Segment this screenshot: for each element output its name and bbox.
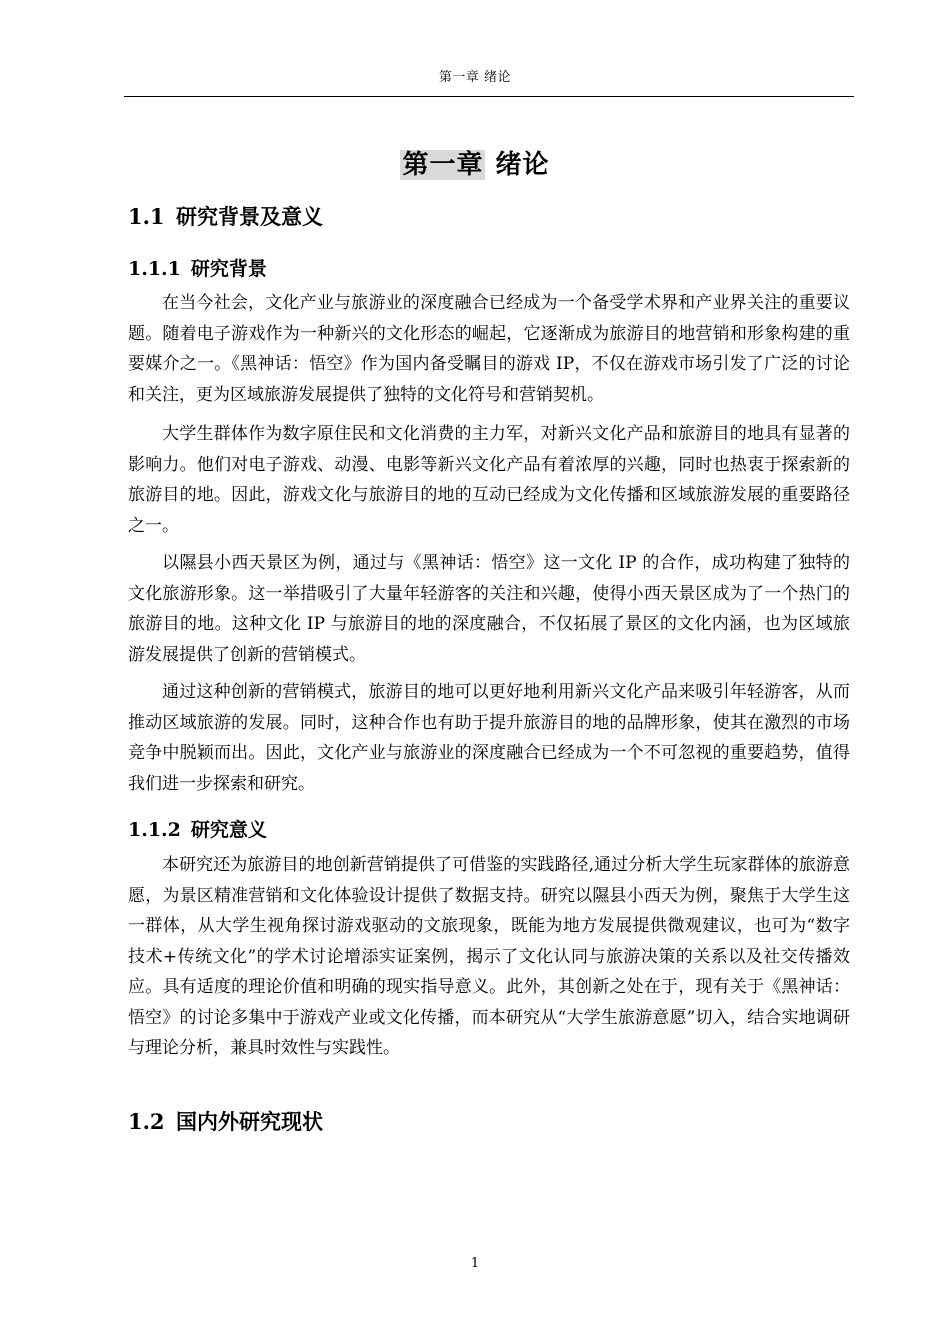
- subsection-title: 研究背景: [190, 258, 267, 280]
- running-header: 第一章 绪论: [438, 70, 512, 85]
- chapter-label: 第一章: [402, 150, 484, 180]
- subsection-heading-1-1-1: [128, 254, 267, 281]
- paragraph: 本研究还为旅游目的地创新营销提供了可借鉴的实践路径,通过分析大学生玩家群体的旅游意愿，为景区精准营销和文化体验设计提供了数据支持。研究以隰县小西天为例，聚焦于大学生这一群体，从大学生视角探讨游戏驱动的文旅现象，既能为地方发展提供微观建议，也可为“数字技术+传统文化”的学术讨论增添实证案例，揭示了文化认同与旅游决策的关系以及社交传播效应。具有适度的理论价值和明确的现实指导意义。此外，其创新之处在于，现有关于《黑神话：悟空》的讨论多集中于游戏产业或文化传播，而本研究从“大学生旅游意愿”切入，结合实地调研与理论分析，兼具时效性与实践性。: [128, 855, 850, 1058]
- paragraph: 在当今社会，文化产业与旅游业的深度融合已经成为一个备受学术界和产业界关注的重要议题。随着电子游戏作为一种新兴的文化形态的崛起，它逐渐成为旅游目的地营销和形象构建的重要媒介之一。《黑神话：悟空》作为国内备受瞩目的游戏 IP，不仅在游戏市场引发了广泛的讨论和关注，更为区域旅游发展提供了独特的文化符号和营销契机。: [128, 293, 850, 405]
- section-heading-1-1: [128, 201, 323, 231]
- paragraph: 以隰县小西天景区为例，通过与《黑神话：悟空》这一文化 IP 的合作，成功构建了独特的文化旅游形象。这一举措吸引了大量年轻游客的关注和兴趣，使得小西天景区成为了一个热门的旅游目的地。这种文化 IP 与旅游目的地的深度融合，不仅拓展了景区的文化内涵，也为区域旅游发展提供了创新的营销模式。: [128, 553, 850, 665]
- subsection-number: 1.1.1: [128, 258, 181, 280]
- section-title: 国内外研究现状: [176, 1109, 323, 1134]
- section-heading-1-2: [128, 1106, 323, 1136]
- chapter-title: [0, 144, 950, 181]
- subsection-heading-1-1-2: [128, 815, 267, 842]
- header-rule: [124, 96, 854, 97]
- section-number: 1.2: [128, 1109, 165, 1134]
- paragraph: 大学生群体作为数字原住民和文化消费的主力军，对新兴文化产品和旅游目的地具有显著的影响力。他们对电子游戏、动漫、电影等新兴文化产品有着浓厚的兴趣，同时也热衷于探索新的旅游目的地。因此，游戏文化与旅游目的地的互动已经成为文化传播和区域旅游发展的重要路径之一。: [128, 424, 850, 536]
- section-title: 研究背景及意义: [176, 204, 323, 229]
- subsection-title: 研究意义: [190, 819, 267, 841]
- subsection-number: 1.1.2: [128, 819, 181, 841]
- page-number: 1: [470, 1256, 480, 1271]
- chapter-name: 绪论: [495, 150, 550, 180]
- paragraph: 通过这种创新的营销模式，旅游目的地可以更好地利用新兴文化产品来吸引年轻游客，从而推动区域旅游的发展。同时，这种合作也有助于提升旅游目的地的品牌形象，使其在激烈的市场竞争中脱颖而出。因此，文化产业与旅游业的深度融合已经成为一个不可忽视的重要趋势，值得我们进一步探索和研究。: [128, 682, 850, 794]
- section-number: 1.1: [128, 204, 165, 229]
